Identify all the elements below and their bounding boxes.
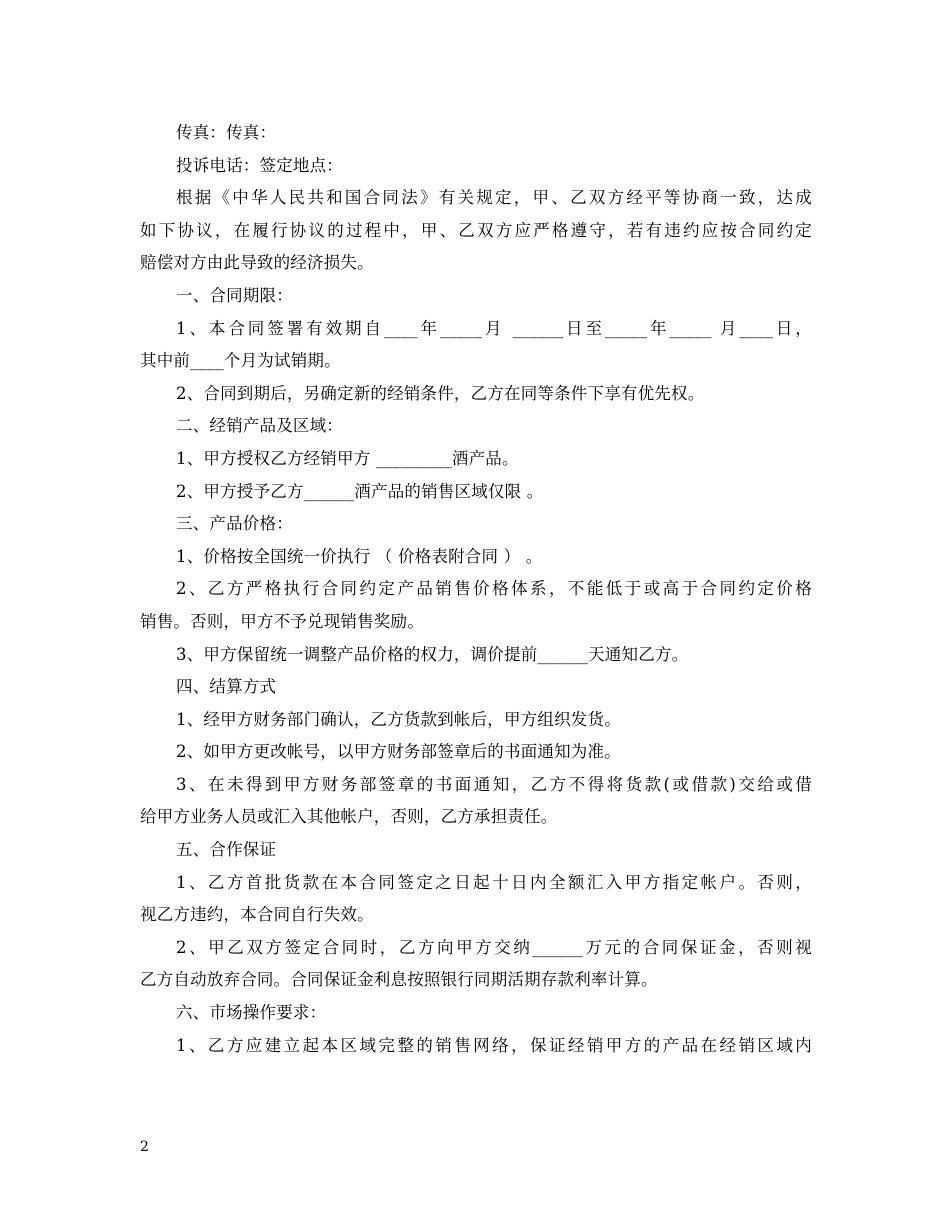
text-line: 2、甲乙双方签定合同时，乙方向甲方交纳______万元的合同保证金，否则视 [176,937,812,957]
text-line: 1、甲方授权乙方经销甲方 _________酒产品。 [176,448,519,468]
text-line: 1、价格按全国统一价执行 （ 价格表附合同 ） 。 [176,546,543,566]
text-line: 1、经甲方财务部门确认，乙方货款到帐后，甲方组织发货。 [176,709,621,729]
text-line: 一、合同期限： [176,285,293,305]
text-line: 如下协议，在履行协议的过程中，甲、乙双方应严格遵守，若有违约应按合同约定 [140,220,812,240]
text-line: 四、结算方式 [176,677,277,697]
text-line: 六、市场操作要求： [176,1003,327,1023]
text-line: 2、合同到期后，另确定新的经销条件，乙方在同等条件下享有优先权。 [176,383,705,403]
text-line: 其中前____个月为试销期。 [140,351,341,371]
text-line: 五、合作保证 [176,840,277,860]
text-line: 根据《中华人民共和国合同法》有关规定，甲、乙双方经平等协商一致，达成 [176,188,812,208]
text-line: 视乙方违约，本合同自行失效。 [140,905,374,925]
page-number: 2 [140,1139,149,1155]
text-line: 2、甲方授予乙方______酒产品的销售区域仅限 。 [176,481,544,501]
text-line: 赔偿对方由此导致的经济损失。 [140,253,374,273]
text-line: 1、乙方首批货款在本合同签定之日起十日内全额汇入甲方指定帐户。否则， [176,872,812,892]
text-line: 二、经销产品及区域： [176,416,343,436]
text-line: 1、乙方应建立起本区域完整的销售网络，保证经销甲方的产品在经销区域内 [176,1035,812,1055]
text-line: 1、本合同签署有效期自____年_____月 ______日至_____年_____ 月____日， [176,318,812,338]
text-line: 2、乙方严格执行合同约定产品销售价格体系，不能低于或高于合同约定价格 [176,579,812,599]
text-line: 传真：传真： [176,123,277,142]
document-body [140,117,812,1062]
text-line: 三、产品价格： [176,514,293,534]
text-line: 销售。否则，甲方不予兑现销售奖励。 [140,611,424,631]
text-line: 2、如甲方更改帐号，以甲方财务部签章后的书面通知为准。 [176,742,621,762]
text-line: 投诉电话：签定地点： [176,155,343,175]
text-line: 给甲方业务人员或汇入其他帐户，否则，乙方承担责任。 [140,807,558,827]
text-line: 3、甲方保留统一调整产品价格的权力，调价提前______天通知乙方。 [176,644,689,664]
text-line: 3、在未得到甲方财务部签章的书面通知，乙方不得将货款(或借款)交给或借 [176,774,812,794]
text-line: 乙方自动放弃合同。合同保证金利息按照银行同期活期存款利率计算。 [140,970,658,990]
